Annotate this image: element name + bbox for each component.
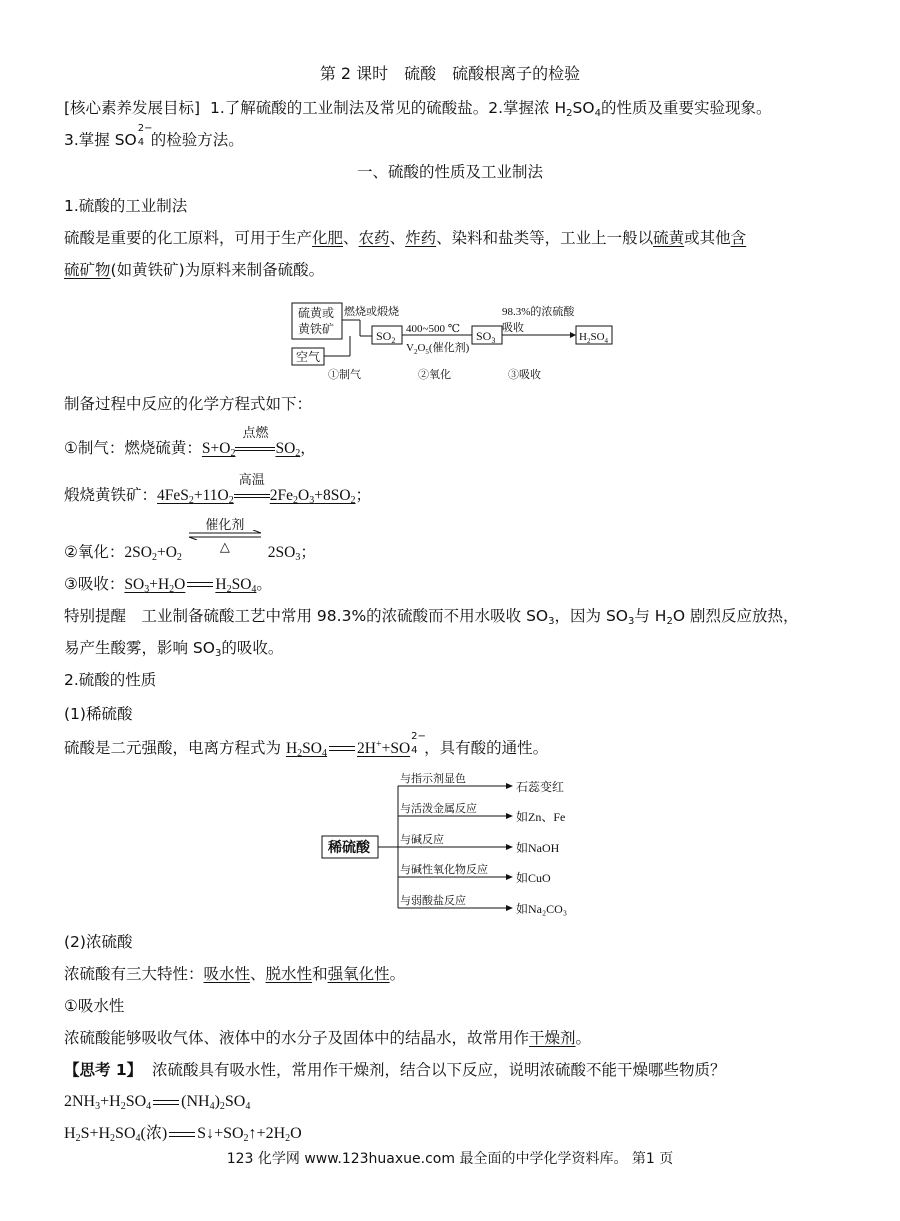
equation-absorption: ③吸收：$SO_3+H_2O$ $H_2SO_4$。 [64,575,272,595]
tree-branch-arrow [506,813,513,819]
tree-branch-result: 如Na₂CO₃ [516,902,568,916]
section-heading-1: 一、硫酸的性质及工业制法 [356,163,543,181]
subheading-properties: 2.硫酸的性质 [64,671,157,689]
special-note-line-1: 特别提醒 工业制备硫酸工艺中常用 98.3%的浓硫酸而不用水吸收 $SO_3$，因为 $SO_3$与 $H_2O$ 剧烈反应放热， [64,607,799,627]
flow-h2so4: $H_2SO_4$ [579,331,609,345]
subheading-dilute: (1)稀硫酸 [64,705,133,723]
tree-branch-arrow [506,905,513,911]
tree-branch-label: 与碱性氧化物反应 [400,864,488,876]
paragraph-dilute: 硫酸是二元强酸，电离方程式为 $H_2SO_4$ 2H++SO 2− 4 ，具有酸的通性。 [64,731,549,759]
goals-label: [核心素养发展目标] [64,99,201,117]
flow-so2: $SO_2$ [376,329,396,345]
tree-branch-arrow [506,783,513,789]
paragraph-concentrated: 浓硫酸有三大特性：吸水性、脱水性和强氧化性。 [64,965,406,983]
svg-text:①制气: ①制气 [328,369,361,381]
svg-text:98.3%的浓硫酸: 98.3%的浓硫酸 [502,306,575,318]
goals-line-1: [核心素养发展目标] 1.了解硫酸的工业制法及常见的硫酸盐。2.掌握浓 $H_2SO_4$的性质及重要实验现象。 [64,99,772,119]
tree-branch-result: 石蕊变红 [516,780,565,794]
flow-box-sulfur: 硫黄或 [298,306,335,320]
svg-text:③吸收: ③吸收 [508,369,541,381]
svg-text:吸收: 吸收 [502,322,524,334]
reaction-ammonia: $2NH_3+H_2SO_4$ $(NH_4)_2SO_4$ [64,1093,251,1112]
paragraph-industrial-1: 硫酸是重要的化工原料，可用于生产化肥、农药、炸药、染料和盐类等，工业上一般以硫黄或其他含 [64,229,747,247]
svg-text:燃烧或煅烧: 燃烧或煅烧 [344,306,399,318]
production-flow-diagram [288,298,618,384]
dilute-acid-properties-diagram [318,766,588,922]
page-title: 第 2 课时 硫酸 硫酸根离子的检验 [319,64,581,83]
tree-branch-label: 与碱反应 [400,834,444,846]
tree-branch-result: 如Zn、Fe [516,810,566,824]
tree-branch-label: 与活泼金属反应 [400,803,477,815]
subheading-industrial: 1.硫酸的工业制法 [64,197,188,215]
reaction-hydrogen-sulfide: $H_2S+H_2SO_4$(浓) $S↓+SO_2↑+2H_2O$ [64,1125,302,1144]
equation-burn-sulfur: ①制气：燃烧硫黄：$S+O_2$ 点燃 $SO_2$， [64,426,316,459]
subheading-concentrated: (2)浓硫酸 [64,933,133,951]
paragraph-industrial-2: 硫矿物(如黄铁矿)为原料来制备硫酸。 [64,261,325,279]
tree-root: 稀硫酸 [328,841,370,856]
tree-branch-label: 与指示剂显色 [400,773,466,785]
flow-so3: $SO_3$ [476,329,496,345]
tree-branch-result: 如NaOH [516,841,560,855]
tree-branch-label: 与弱酸盐反应 [400,895,466,907]
subheading-hygroscopic: ①吸水性 [64,997,125,1015]
think-question: 【思考 1】 浓硫酸具有吸水性，常用作干燥剂，结合以下反应，说明浓硫酸不能干燥哪些物质？ [64,1061,726,1079]
equation-oxidation: ②氧化：$2SO_2+O_2$ 催化剂 △ $2SO_3$； [64,518,316,563]
svg-text:400~500 ℃: 400~500 ℃ [406,323,461,335]
goals-line-2: 3.掌握 SO 2− 4 的检验方法。 [64,123,244,149]
tree-branch-arrow [506,844,513,850]
svg-text:V2O5(催化剂): $V_2O_5$(催化剂) [406,342,470,356]
page-footer: 123 化学网 www.123huaxue.com 最全面的中学化学资料库。 第1 页 [226,1151,674,1167]
paragraph-hygroscopic: 浓硫酸能够吸收气体、液体中的水分子及固体中的结晶水，故常用作干燥剂。 [64,1029,592,1047]
flow-air: 空气 [296,350,321,364]
tree-branch-result: 如CuO [516,871,551,885]
tree-branch-arrow [506,874,513,880]
equation-roast-pyrite: 煅烧黄铁矿：$4FeS_2+11O_2$ 高温 $2Fe_2O_3+8SO_2$； [64,473,372,506]
flow-box-pyrite: 黄铁矿 [298,322,335,336]
equation-intro: 制备过程中反应的化学方程式如下： [64,395,313,413]
svg-text:②氧化: ②氧化 [418,369,451,381]
special-note-line-2: 易产生酸雾，影响 $SO_3$的吸收。 [64,639,284,659]
